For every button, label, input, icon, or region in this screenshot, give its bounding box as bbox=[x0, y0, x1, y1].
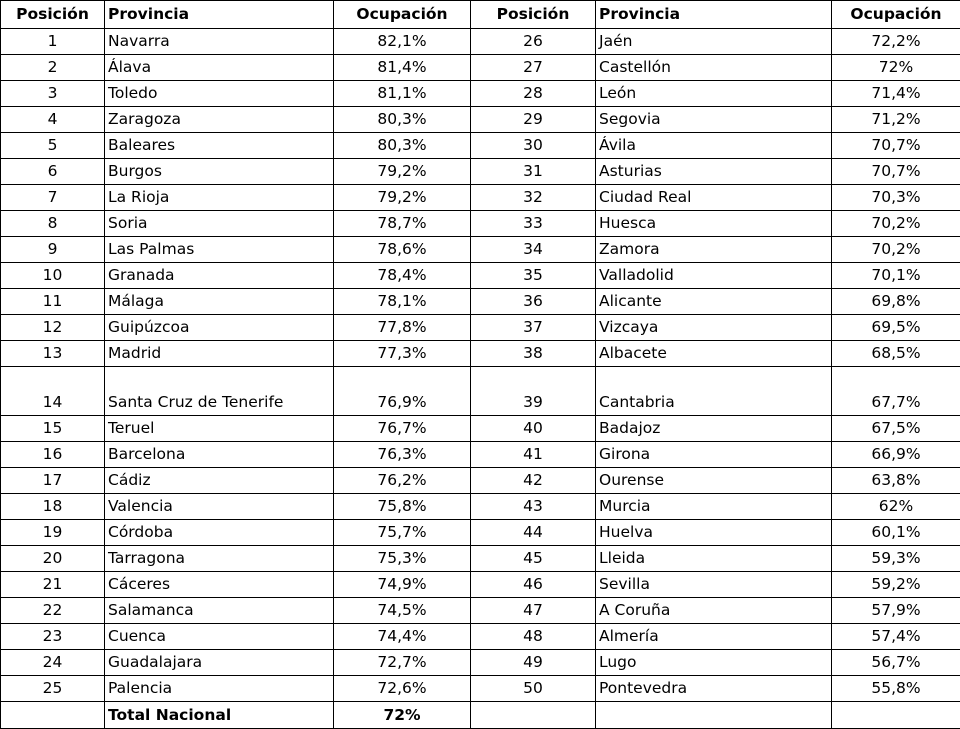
occupancy-cell: 78,7% bbox=[334, 211, 471, 237]
occupancy-cell: 79,2% bbox=[334, 159, 471, 185]
table-row bbox=[1, 211, 960, 237]
occupancy-cell: 72% bbox=[832, 55, 960, 81]
position-cell: 44 bbox=[471, 520, 596, 546]
table-row bbox=[1, 546, 960, 572]
province-cell: Girona bbox=[596, 442, 832, 468]
position-cell: 34 bbox=[471, 237, 596, 263]
occupancy-cell: 80,3% bbox=[334, 107, 471, 133]
occupancy-cell: 68,5% bbox=[832, 341, 960, 367]
position-cell: 17 bbox=[1, 468, 105, 494]
table-row bbox=[1, 81, 960, 107]
province-cell: Granada bbox=[105, 263, 334, 289]
occupancy-cell: 71,4% bbox=[832, 81, 960, 107]
province-cell: Alicante bbox=[596, 289, 832, 315]
total-empty-cell bbox=[471, 702, 596, 729]
table-row bbox=[1, 237, 960, 263]
table-row bbox=[1, 185, 960, 211]
occupancy-cell: 59,2% bbox=[832, 572, 960, 598]
province-cell: Baleares bbox=[105, 133, 334, 159]
occupancy-cell: 77,8% bbox=[334, 315, 471, 341]
province-cell: Murcia bbox=[596, 494, 832, 520]
header-row bbox=[1, 1, 960, 29]
province-cell: Álava bbox=[105, 55, 334, 81]
position-cell: 27 bbox=[471, 55, 596, 81]
province-cell: Jaén bbox=[596, 29, 832, 55]
position-cell: 33 bbox=[471, 211, 596, 237]
position-cell: 23 bbox=[1, 624, 105, 650]
header-province: Provincia bbox=[596, 1, 832, 29]
position-cell: 41 bbox=[471, 442, 596, 468]
position-cell: 49 bbox=[471, 650, 596, 676]
occupancy-cell: 74,5% bbox=[334, 598, 471, 624]
position-cell: 3 bbox=[1, 81, 105, 107]
province-cell: Santa Cruz de Tenerife bbox=[105, 367, 334, 416]
occupancy-cell: 70,7% bbox=[832, 159, 960, 185]
position-cell: 47 bbox=[471, 598, 596, 624]
position-cell: 35 bbox=[471, 263, 596, 289]
table-row bbox=[1, 159, 960, 185]
position-cell: 18 bbox=[1, 494, 105, 520]
position-cell: 48 bbox=[471, 624, 596, 650]
occupancy-cell: 75,7% bbox=[334, 520, 471, 546]
province-cell: Asturias bbox=[596, 159, 832, 185]
province-cell: Burgos bbox=[105, 159, 334, 185]
occupancy-cell: 62% bbox=[832, 494, 960, 520]
occupancy-cell: 78,1% bbox=[334, 289, 471, 315]
position-cell: 8 bbox=[1, 211, 105, 237]
total-label: Total Nacional bbox=[105, 702, 334, 729]
position-cell: 50 bbox=[471, 676, 596, 702]
province-cell: La Rioja bbox=[105, 185, 334, 211]
province-cell: Lugo bbox=[596, 650, 832, 676]
occupancy-cell: 79,2% bbox=[334, 185, 471, 211]
province-cell: Huesca bbox=[596, 211, 832, 237]
total-value: 72% bbox=[334, 702, 471, 729]
occupancy-cell: 70,3% bbox=[832, 185, 960, 211]
occupancy-cell: 66,9% bbox=[832, 442, 960, 468]
table-row bbox=[1, 367, 960, 416]
table-row bbox=[1, 650, 960, 676]
position-cell: 4 bbox=[1, 107, 105, 133]
position-cell: 42 bbox=[471, 468, 596, 494]
province-cell: Navarra bbox=[105, 29, 334, 55]
occupancy-cell: 71,2% bbox=[832, 107, 960, 133]
occupancy-cell: 69,5% bbox=[832, 315, 960, 341]
occupancy-cell: 82,1% bbox=[334, 29, 471, 55]
occupancy-cell: 70,2% bbox=[832, 237, 960, 263]
position-cell: 16 bbox=[1, 442, 105, 468]
table-row bbox=[1, 263, 960, 289]
occupancy-cell: 75,3% bbox=[334, 546, 471, 572]
table-row bbox=[1, 598, 960, 624]
province-cell: A Coruña bbox=[596, 598, 832, 624]
position-cell: 32 bbox=[471, 185, 596, 211]
occupancy-cell: 63,8% bbox=[832, 468, 960, 494]
occupancy-cell: 70,2% bbox=[832, 211, 960, 237]
position-cell: 36 bbox=[471, 289, 596, 315]
occupancy-cell: 81,4% bbox=[334, 55, 471, 81]
province-cell: Las Palmas bbox=[105, 237, 334, 263]
province-cell: Teruel bbox=[105, 416, 334, 442]
occupancy-cell: 69,8% bbox=[832, 289, 960, 315]
occupancy-cell: 76,7% bbox=[334, 416, 471, 442]
province-cell: Cáceres bbox=[105, 572, 334, 598]
province-cell: Guipúzcoa bbox=[105, 315, 334, 341]
province-cell: Ciudad Real bbox=[596, 185, 832, 211]
total-empty-cell bbox=[832, 702, 960, 729]
province-cell: Toledo bbox=[105, 81, 334, 107]
position-cell: 30 bbox=[471, 133, 596, 159]
position-cell: 29 bbox=[471, 107, 596, 133]
province-cell: Cantabria bbox=[596, 367, 832, 416]
position-cell: 24 bbox=[1, 650, 105, 676]
province-cell: Soria bbox=[105, 211, 334, 237]
table-row bbox=[1, 133, 960, 159]
table-row bbox=[1, 676, 960, 702]
position-cell: 13 bbox=[1, 341, 105, 367]
province-cell: Badajoz bbox=[596, 416, 832, 442]
table-row bbox=[1, 468, 960, 494]
position-cell: 38 bbox=[471, 341, 596, 367]
position-cell: 1 bbox=[1, 29, 105, 55]
province-cell: Barcelona bbox=[105, 442, 334, 468]
position-cell: 26 bbox=[471, 29, 596, 55]
province-cell: Cuenca bbox=[105, 624, 334, 650]
province-cell: Almería bbox=[596, 624, 832, 650]
occupancy-cell: 72,2% bbox=[832, 29, 960, 55]
province-cell: Segovia bbox=[596, 107, 832, 133]
table-row bbox=[1, 55, 960, 81]
province-cell: Madrid bbox=[105, 341, 334, 367]
position-cell: 10 bbox=[1, 263, 105, 289]
total-empty-cell bbox=[1, 702, 105, 729]
province-cell: Huelva bbox=[596, 520, 832, 546]
occupancy-cell: 55,8% bbox=[832, 676, 960, 702]
position-cell: 31 bbox=[471, 159, 596, 185]
occupancy-cell: 75,8% bbox=[334, 494, 471, 520]
province-cell: Málaga bbox=[105, 289, 334, 315]
province-cell: Pontevedra bbox=[596, 676, 832, 702]
occupancy-cell: 80,3% bbox=[334, 133, 471, 159]
province-cell: Valladolid bbox=[596, 263, 832, 289]
occupancy-cell: 76,3% bbox=[334, 442, 471, 468]
position-cell: 7 bbox=[1, 185, 105, 211]
total-row bbox=[1, 702, 960, 729]
header-position: Posición bbox=[471, 1, 596, 29]
table-row bbox=[1, 494, 960, 520]
occupancy-cell: 60,1% bbox=[832, 520, 960, 546]
province-cell: Lleida bbox=[596, 546, 832, 572]
table-row bbox=[1, 315, 960, 341]
occupancy-cell: 74,4% bbox=[334, 624, 471, 650]
province-cell: Vizcaya bbox=[596, 315, 832, 341]
position-cell: 40 bbox=[471, 416, 596, 442]
position-cell: 39 bbox=[471, 367, 596, 416]
occupancy-cell: 72,7% bbox=[334, 650, 471, 676]
table-body bbox=[1, 29, 960, 729]
position-cell: 20 bbox=[1, 546, 105, 572]
occupancy-cell: 59,3% bbox=[832, 546, 960, 572]
position-cell: 43 bbox=[471, 494, 596, 520]
province-cell: Guadalajara bbox=[105, 650, 334, 676]
position-cell: 19 bbox=[1, 520, 105, 546]
position-cell: 2 bbox=[1, 55, 105, 81]
occupancy-cell: 56,7% bbox=[832, 650, 960, 676]
occupancy-cell: 76,2% bbox=[334, 468, 471, 494]
position-cell: 11 bbox=[1, 289, 105, 315]
total-empty-cell bbox=[596, 702, 832, 729]
table-row bbox=[1, 289, 960, 315]
occupancy-cell: 81,1% bbox=[334, 81, 471, 107]
occupancy-cell: 78,6% bbox=[334, 237, 471, 263]
occupancy-cell: 77,3% bbox=[334, 341, 471, 367]
table-row bbox=[1, 416, 960, 442]
province-cell: Ourense bbox=[596, 468, 832, 494]
occupancy-cell: 70,1% bbox=[832, 263, 960, 289]
position-cell: 5 bbox=[1, 133, 105, 159]
header-position: Posición bbox=[1, 1, 105, 29]
position-cell: 12 bbox=[1, 315, 105, 341]
province-cell: Sevilla bbox=[596, 572, 832, 598]
table-row bbox=[1, 107, 960, 133]
position-cell: 6 bbox=[1, 159, 105, 185]
occupancy-cell: 57,9% bbox=[832, 598, 960, 624]
header-province: Provincia bbox=[105, 1, 334, 29]
occupancy-cell: 78,4% bbox=[334, 263, 471, 289]
province-cell: Zamora bbox=[596, 237, 832, 263]
position-cell: 45 bbox=[471, 546, 596, 572]
occupancy-cell: 57,4% bbox=[832, 624, 960, 650]
occupancy-cell: 67,7% bbox=[832, 367, 960, 416]
province-cell: Zaragoza bbox=[105, 107, 334, 133]
occupancy-cell: 74,9% bbox=[334, 572, 471, 598]
position-cell: 37 bbox=[471, 315, 596, 341]
position-cell: 21 bbox=[1, 572, 105, 598]
province-cell: Ávila bbox=[596, 133, 832, 159]
province-cell: Cádiz bbox=[105, 468, 334, 494]
occupancy-cell: 67,5% bbox=[832, 416, 960, 442]
position-cell: 25 bbox=[1, 676, 105, 702]
table-row bbox=[1, 29, 960, 55]
position-cell: 9 bbox=[1, 237, 105, 263]
table-row bbox=[1, 520, 960, 546]
province-cell: Valencia bbox=[105, 494, 334, 520]
table-row bbox=[1, 624, 960, 650]
table-row bbox=[1, 341, 960, 367]
position-cell: 22 bbox=[1, 598, 105, 624]
table-row bbox=[1, 572, 960, 598]
province-cell: Salamanca bbox=[105, 598, 334, 624]
province-cell: León bbox=[596, 81, 832, 107]
occupancy-cell: 72,6% bbox=[334, 676, 471, 702]
header-occupancy: Ocupación bbox=[832, 1, 960, 29]
position-cell: 15 bbox=[1, 416, 105, 442]
occupancy-cell: 70,7% bbox=[832, 133, 960, 159]
province-cell: Albacete bbox=[596, 341, 832, 367]
province-cell: Castellón bbox=[596, 55, 832, 81]
position-cell: 28 bbox=[471, 81, 596, 107]
position-cell: 46 bbox=[471, 572, 596, 598]
province-cell: Tarragona bbox=[105, 546, 334, 572]
header-occupancy: Ocupación bbox=[334, 1, 471, 29]
position-cell: 14 bbox=[1, 367, 105, 416]
province-cell: Palencia bbox=[105, 676, 334, 702]
province-cell: Córdoba bbox=[105, 520, 334, 546]
table-row bbox=[1, 442, 960, 468]
occupancy-cell: 76,9% bbox=[334, 367, 471, 416]
